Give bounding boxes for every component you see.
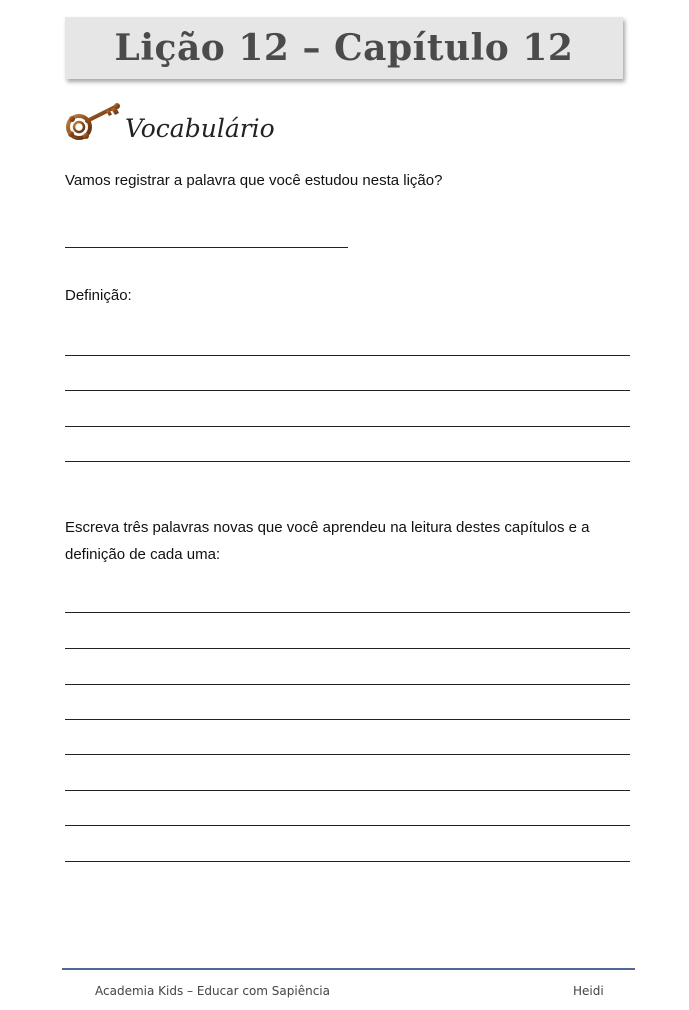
key-icon [65, 101, 125, 145]
words-answer-line[interactable] [65, 825, 630, 826]
footer-author: Heidi [573, 984, 604, 998]
register-word-prompt: Vamos registrar a palavra que você estudou nesta lição? [65, 172, 443, 189]
word-answer-line[interactable] [65, 247, 348, 248]
footer-publisher: Academia Kids – Educar com Sapiência [95, 984, 330, 998]
words-answer-line[interactable] [65, 612, 630, 613]
words-answer-line[interactable] [65, 684, 630, 685]
three-words-prompt: Escreva três palavras novas que você aprendeu na leitura destes capítulos e a definição de cada uma: [65, 519, 590, 563]
definition-answer-line[interactable] [65, 355, 630, 356]
definition-answer-line[interactable] [65, 426, 630, 427]
definition-label: Definição: [65, 287, 132, 304]
section-header [65, 98, 275, 148]
words-answer-line[interactable] [65, 648, 630, 649]
definition-answer-line[interactable] [65, 461, 630, 462]
words-answer-line[interactable] [65, 861, 630, 862]
section-title: Vocabulário [125, 113, 275, 143]
words-answer-line[interactable] [65, 754, 630, 755]
title-banner [65, 17, 623, 79]
definition-answer-line[interactable] [65, 390, 630, 391]
words-answer-line[interactable] [65, 719, 630, 720]
page-title: Lição 12 – Capítulo 12 [114, 27, 574, 69]
footer-divider [62, 968, 635, 970]
words-answer-line[interactable] [65, 790, 630, 791]
